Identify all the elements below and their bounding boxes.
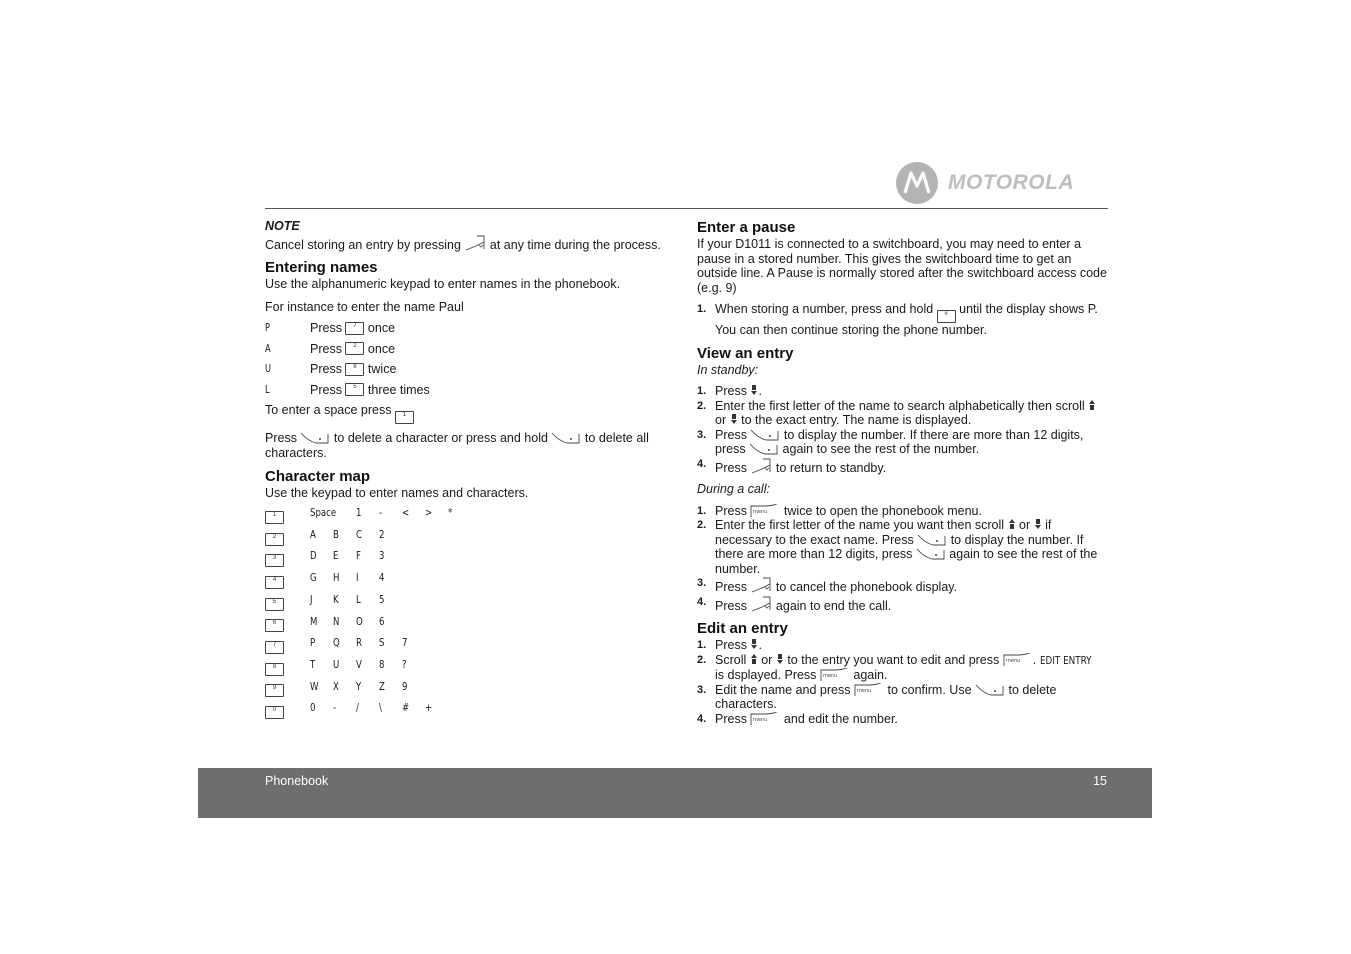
character-cell: < [402, 506, 410, 520]
character-cell: Q [333, 636, 340, 650]
table-row [265, 589, 680, 611]
list-item: 1. Press . [697, 384, 762, 398]
name-step-row: A Press 2 once [265, 341, 396, 356]
left-column [265, 219, 680, 719]
svg-text:menu: menu [753, 508, 768, 515]
menu-key-icon [750, 712, 780, 726]
space-text: To enter a space press 1 [265, 403, 680, 424]
character-cell: I [356, 571, 359, 585]
note-label: NOTE [265, 219, 300, 233]
keypad-key-icon: 3 [265, 554, 284, 567]
list-item: 2. Scroll or to the entry you want to edit and press menu . EDIT ENTRY is dsplayed. Press menu again. [697, 652, 1092, 682]
scroll-down-icon [730, 413, 738, 425]
keypad-key-icon: 1 [395, 411, 414, 424]
character-cell: / [356, 701, 359, 715]
keypad-key-icon: 7 [345, 322, 364, 335]
keypad-key-icon: 5 [265, 598, 284, 611]
character-cell: ? [402, 657, 407, 671]
character-cell: > [425, 506, 433, 520]
keypad-key-icon: 7 [265, 641, 284, 654]
delete-text: Press to delete a character or press and hold to delete all characters. [265, 431, 649, 460]
svg-text:menu: menu [753, 716, 768, 723]
keypad-key-icon: 8 [265, 663, 284, 676]
character-cell: \ [379, 701, 382, 715]
table-row [265, 698, 680, 720]
character-cell: + [425, 701, 433, 715]
list-item: 1. Press menu twice to open the phonebook menu. [697, 503, 982, 518]
keypad-key-icon: 4 [265, 576, 284, 589]
view-standby-steps [697, 384, 1109, 475]
list-item: 1. When storing a number, press and hold # until the display shows P. You can then continue storing the phone number. [697, 302, 1098, 337]
list-item: 3. Edit the name and press menu to confirm. Use to delete characters. [697, 682, 1057, 711]
page-number: 15 [1093, 774, 1107, 788]
table-row [265, 676, 680, 698]
name-step-letter: L [265, 382, 270, 396]
keypad-key-icon: 9 [265, 684, 284, 697]
character-cell: 5 [379, 592, 385, 606]
character-cell: # [402, 701, 410, 715]
right-column [697, 219, 1109, 726]
keypad-key-icon: 2 [265, 533, 284, 546]
end-call-key-icon [750, 457, 772, 475]
scroll-down-icon [750, 384, 758, 396]
delete-key-icon [916, 547, 946, 561]
name-step-row: U Press 8 twice [265, 362, 397, 376]
keypad-key-icon: 6 [265, 619, 284, 632]
end-call-key-icon [750, 576, 772, 594]
character-cell: R [356, 636, 362, 650]
list-item: 4. Press to return to standby. [697, 457, 887, 475]
table-row [265, 503, 680, 525]
character-map-table [265, 503, 680, 720]
character-cell: N [333, 614, 340, 628]
character-cell: 3 [379, 549, 385, 563]
character-cell: M [310, 614, 318, 628]
name-step-letter: A [265, 341, 271, 355]
character-cell: * [448, 506, 453, 520]
instance-text: For instance to enter the name Paul [265, 299, 464, 314]
during-call-label: During a call: [697, 482, 770, 496]
list-item: 3. Press to cancel the phonebook display. [697, 577, 958, 594]
character-cell: 4 [379, 571, 385, 585]
delete-key-icon [300, 431, 330, 445]
delete-key-icon [749, 442, 779, 456]
character-cell: T [310, 657, 316, 671]
character-cell: P [310, 636, 316, 650]
svg-text:menu: menu [822, 673, 838, 679]
character-cell: Y [356, 679, 362, 693]
keypad-key-icon: 1 [265, 511, 284, 524]
character-cell: J [310, 592, 313, 606]
character-cell: B [333, 527, 339, 541]
table-row [265, 546, 680, 568]
name-step-letter: U [265, 362, 272, 375]
display-text: EDIT ENTRY [1039, 653, 1092, 667]
character-cell: A [310, 527, 316, 541]
character-cell: X [333, 679, 339, 693]
character-map-intro: Use the keypad to enter names and characters. [265, 486, 529, 500]
enter-pause-heading: Enter a pause [697, 219, 796, 236]
scroll-down-icon [1034, 518, 1042, 530]
character-cell: 2 [379, 527, 385, 541]
character-cell: 0 [310, 701, 316, 715]
character-cell: Z [379, 679, 385, 693]
character-cell: 6 [379, 614, 385, 628]
footer-section-name: Phonebook [265, 774, 329, 788]
scroll-down-icon [750, 638, 758, 650]
end-call-key-icon [464, 234, 486, 252]
scroll-down-icon [776, 653, 784, 665]
keypad-key-icon: 2 [345, 342, 364, 355]
brand-name: MOTOROLA [948, 171, 1075, 194]
table-row [265, 568, 680, 590]
list-item: 1. Press . [697, 638, 762, 652]
motorola-logo [896, 162, 1108, 204]
menu-key-icon [854, 683, 884, 697]
edit-entry-heading: Edit an entry [697, 620, 788, 637]
menu-key-icon [820, 668, 850, 682]
menu-key-icon [750, 504, 780, 518]
scroll-up-icon [750, 653, 758, 665]
scroll-up-icon [1088, 399, 1096, 411]
character-cell: E [333, 549, 339, 563]
table-row [265, 611, 680, 633]
table-row [265, 633, 680, 655]
character-cell: - [333, 701, 337, 715]
list-item: 2. Enter the first letter of the name you want then scroll or if necessary to the exact name. Press to display the number. If there are more than 12 digits, press again to see the rest of the number. [697, 518, 1098, 576]
character-cell: D [310, 549, 317, 563]
character-cell: S [379, 636, 385, 650]
scroll-up-icon [1008, 518, 1016, 530]
header-divider [265, 208, 1108, 209]
character-cell: - [379, 506, 383, 520]
enter-pause-intro: If your D1011 is connected to a switchboard, you may need to enter a pause in a stored number. This gives the switchboard time to get an outside line. A Pause is normally stored after the switchboard access code (e.g. 9) [697, 237, 1107, 295]
view-entry-heading: View an entry [697, 344, 794, 362]
character-cell: L [356, 592, 361, 606]
character-cell: Space [310, 506, 337, 520]
svg-text:menu: menu [856, 687, 872, 694]
keypad-key-icon: 5 [345, 383, 364, 396]
keypad-key-icon: 8 [345, 363, 364, 376]
list-item: 4. Press again to end the call. [697, 595, 892, 613]
pause-steps [697, 302, 1109, 338]
hash-key-icon: # [937, 310, 956, 323]
character-map-heading: Character map [265, 468, 371, 485]
delete-key-icon [750, 428, 780, 442]
character-cell: C [356, 527, 362, 541]
character-cell: O [356, 614, 363, 628]
character-cell: F [356, 549, 361, 563]
delete-key-icon [917, 533, 947, 547]
table-row [265, 654, 680, 676]
list-item: 2. Enter the first letter of the name to search alphabetically then scroll or to the exact entry. The name is displayed. [697, 399, 1109, 428]
character-cell: V [356, 657, 362, 671]
character-cell: 7 [402, 636, 408, 650]
delete-key-icon [551, 431, 581, 445]
entering-names-intro: Use the alphanumeric keypad to enter names in the phonebook. [265, 277, 621, 291]
view-call-steps [697, 504, 1109, 614]
list-item: 3. Press to display the number. If there are more than 12 digits, press again to see the rest of the number. [697, 427, 1084, 456]
character-cell: 9 [402, 679, 408, 693]
keypad-key-icon: 0 [265, 706, 284, 719]
name-step-row: L Press 5 three times [265, 382, 430, 397]
delete-key-icon [975, 683, 1005, 697]
list-item: 4. Press menu and edit the number. [697, 711, 898, 726]
entering-names-heading: Entering names [265, 259, 378, 276]
svg-text:menu: menu [1005, 657, 1021, 664]
page-footer [198, 768, 1152, 818]
motorola-emblem-icon [896, 162, 938, 204]
note-text: Cancel storing an entry by pressing at any time during the process. [265, 234, 680, 253]
edit-steps [697, 638, 1109, 726]
table-row [265, 524, 680, 546]
name-step-row: P Press 7 once [265, 321, 396, 335]
name-step-letter: P [265, 321, 270, 334]
character-cell: U [333, 657, 340, 671]
character-cell: H [333, 571, 340, 585]
character-cell: K [333, 592, 339, 606]
character-cell: G [310, 571, 317, 585]
character-cell: 1 [356, 506, 362, 520]
character-cell: W [310, 679, 319, 693]
menu-key-icon [1003, 653, 1033, 667]
character-cell: 8 [379, 657, 385, 671]
end-call-key-icon [750, 595, 772, 613]
standby-label: In standby: [697, 362, 759, 377]
